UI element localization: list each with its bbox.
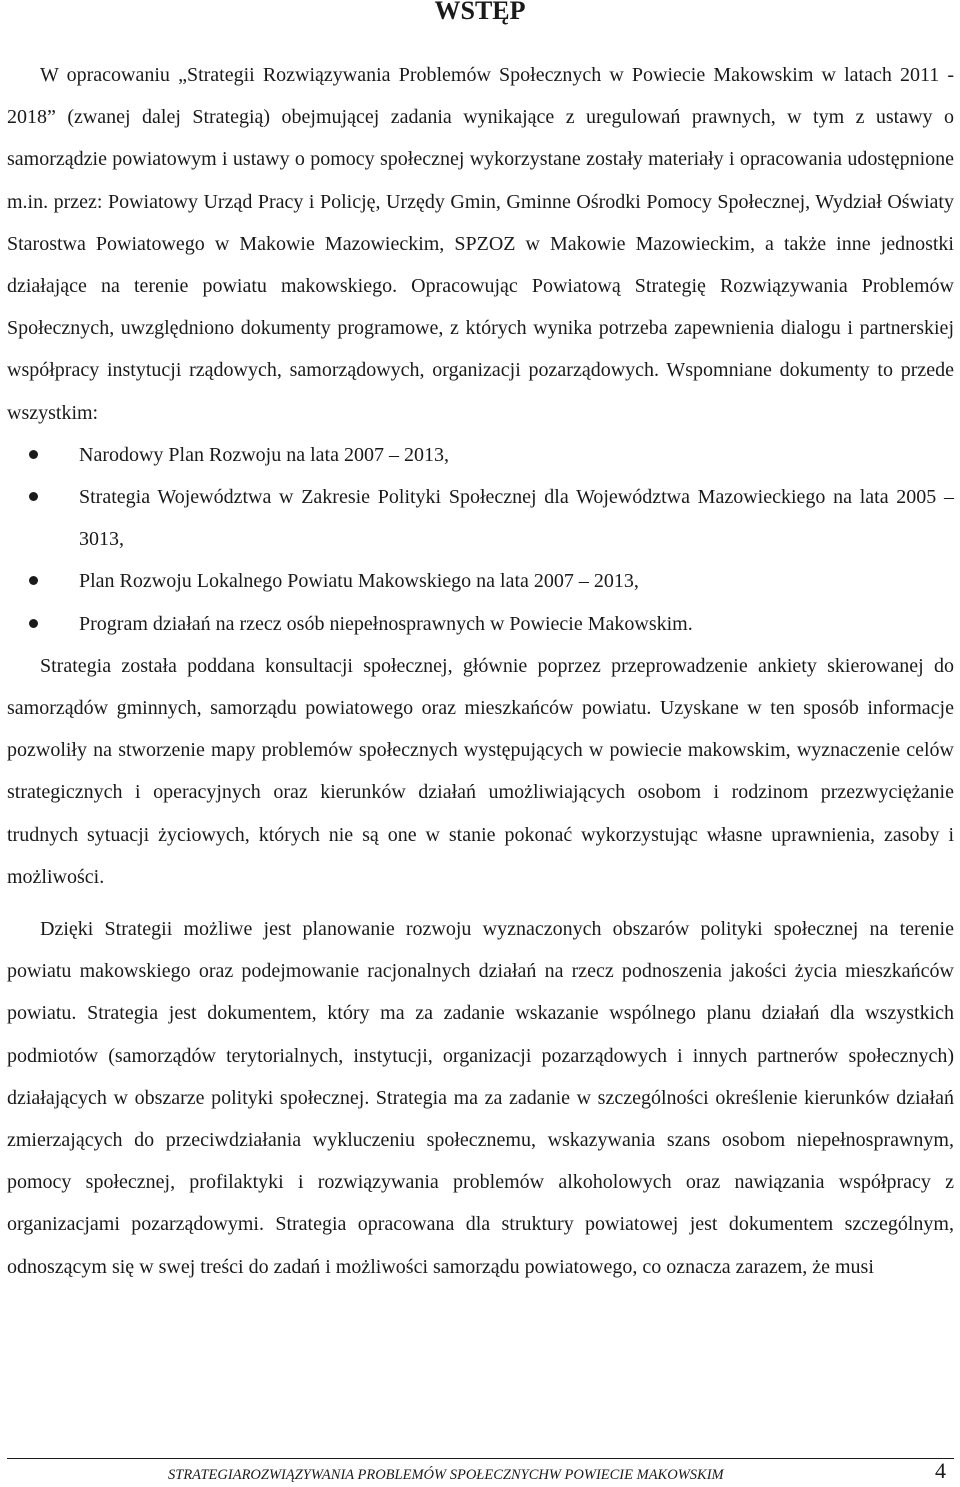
list-item bbox=[7, 603, 954, 645]
running-footer-title: STRATEGIAROZWIĄZYWANIA PROBLEMÓW SPOŁECZNYCHW POWIECIE MAKOWSKIM bbox=[168, 1467, 724, 1483]
documents-list bbox=[7, 434, 954, 645]
list-item-text: Plan Rozwoju Lokalnego Powiatu Makowskiego na lata 2007 – 2013, bbox=[79, 570, 639, 593]
planning-paragraph: Dzięki Strategii możliwe jest planowanie rozwoju wyznaczonych obszarów polityki społecznej na terenie powiatu makowskiego oraz podejmowanie racjonalnych działań na rzecz podnoszenia jakości życia mieszkańców powiatu. Strategia jest dokumentem, który ma za zadanie wskazanie wspólnego planu działań dla wszystkich podmiotów (samorządów terytorialnych, instytucji, organizacji pozarządowych i innych partnerów społecznych) działających w obszarze polityki społecznej. Strategia ma za zadanie w szczególności określenie kierunków działań zmierzających do przeciwdziałania wykluczeniu społecznemu, wskazywania szans osobom niepełnosprawnym, pomocy społecznej, profilaktyki i rozwiązywania problemów alkoholowych oraz nawiązania współpracy z organizacjami pozarządowymi. Strategia opracowana dla struktury powiatowej jest dokumentem szczególnym, odnoszącym się w swej treści do zadań i możliwości samorządu powiatowego, co oznacza zarazem, że musi bbox=[7, 918, 954, 1278]
intro-paragraph: W opracowaniu „Strategii Rozwiązywania Problemów Społecznych w Powiecie Makowskim w latach 2011 - 2018” (zwanej dalej Strategią) obejmującej zadania wynikające z uregulowań prawnych, w tym z ustawy o samorządzie powiatowym i ustawy o pomocy społecznej wykorzystane zostały materiały i opracowania udostępnione m.in. przez: Powiatowy Urząd Pracy i Policję, Urzędy Gmin, Gminne Ośrodki Pomocy Społecznej, Wydział Oświaty Starostwa Powiatowego w Makowie Mazowieckim, SPZOZ w Makowie Mazowieckim, a także inne jednostki działające na terenie powiatu makowskiego. Opracowując Powiatową Strategię Rozwiązywania Problemów Społecznych, uwzględniono dokumenty programowe, z których wynika potrzeba zapewnienia dialogu i partnerskiej współpracy instytucji rządowych, samorządowych, organizacji pozarządowych. Wspomniane dokumenty to przede wszystkim: bbox=[7, 64, 954, 424]
consultation-paragraph: Strategia została poddana konsultacji społecznej, głównie poprzez przeprowadzenie ankiety skierowanej do samorządów gminnych, samorządu powiatowego oraz mieszkańców powiatu. Uzyskane w ten sposób informacje pozwoliły na stworzenie mapy problemów społecznych występujących w powiecie makowskim, wyznaczenie celów strategicznych i operacyjnych oraz kierunków działań umożliwiających osobom i rodzinom przezwyciężanie trudnych sytuacji życiowych, których nie są one w stanie pokonać wykorzystując własne uprawnienia, zasoby i możliwości. bbox=[7, 654, 954, 888]
bullet-icon bbox=[29, 576, 38, 585]
list-item-text: Program działań na rzecz osób niepełnosprawnych w Powiecie Makowskim. bbox=[79, 612, 693, 635]
list-item-text: Narodowy Plan Rozwoju na lata 2007 – 2013, bbox=[79, 443, 449, 466]
bullet-icon bbox=[29, 492, 38, 501]
list-item bbox=[7, 434, 954, 476]
list-item-text: Strategia Województwa w Zakresie Polityki Społecznej dla Województwa Mazowieckiego na lata 2005 – 3013, bbox=[79, 486, 954, 551]
page-number: 4 bbox=[935, 1458, 946, 1483]
document-body bbox=[7, 54, 954, 1288]
list-item bbox=[7, 560, 954, 602]
list-item bbox=[7, 476, 954, 560]
bullet-icon bbox=[29, 619, 38, 628]
page-title: WSTĘP bbox=[434, 0, 526, 25]
bullet-icon bbox=[29, 450, 38, 459]
footer-divider bbox=[7, 1458, 954, 1459]
